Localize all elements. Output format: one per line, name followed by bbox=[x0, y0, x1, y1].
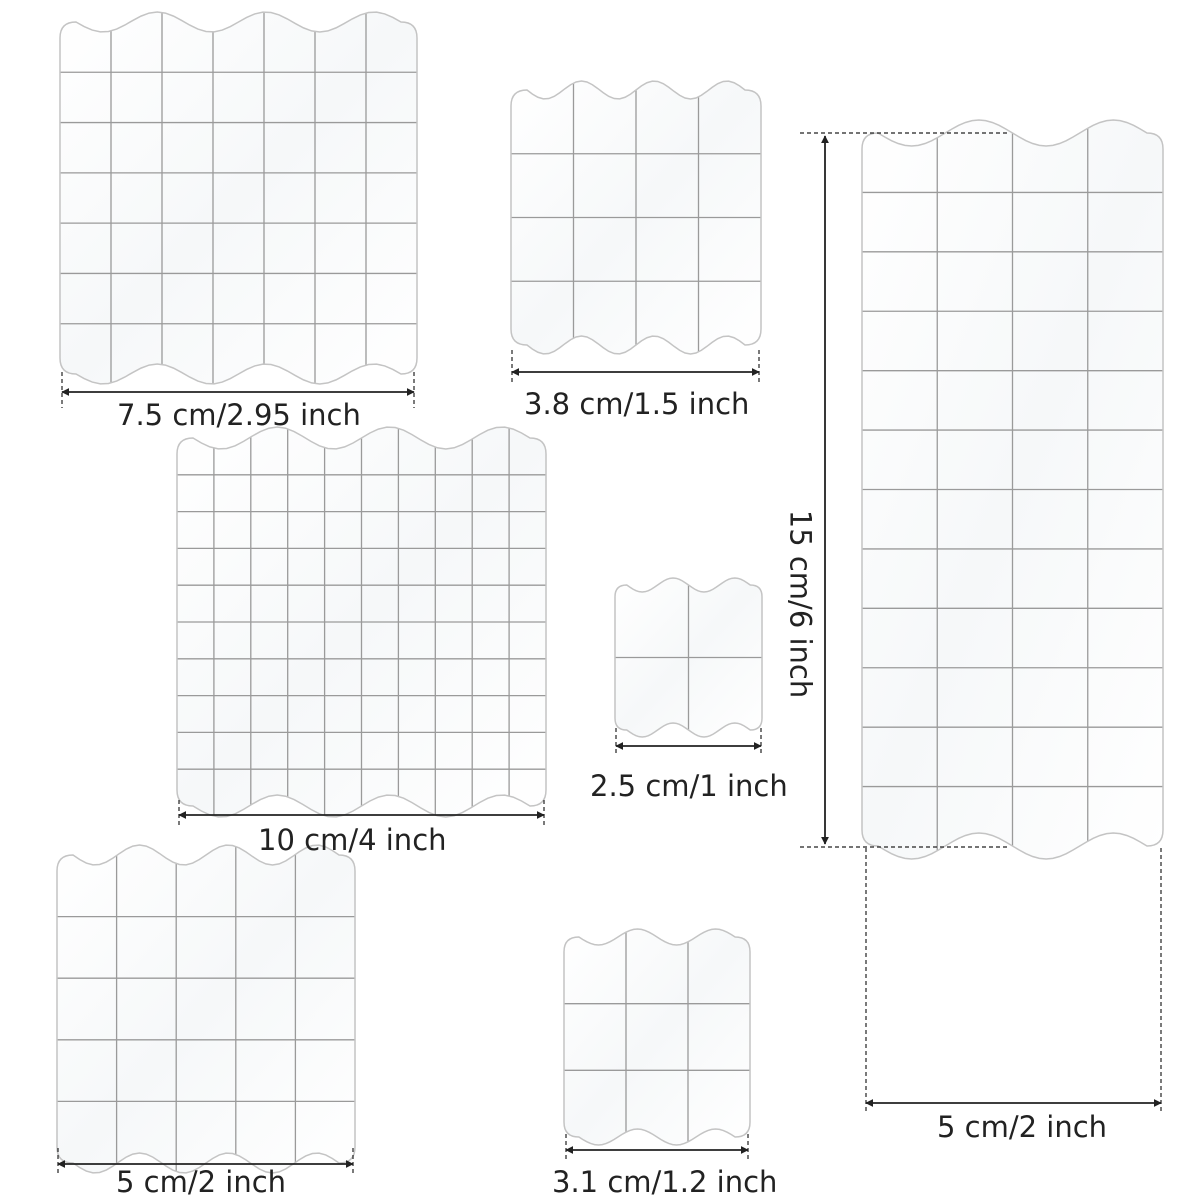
dimension-label-10cm: 10 cm/4 inch bbox=[258, 823, 447, 857]
dimension-label-5cm-square: 5 cm/2 inch bbox=[116, 1165, 287, 1199]
block-5cm-square bbox=[52, 835, 360, 1183]
block-7-5cm bbox=[55, 2, 422, 394]
block-2-5cm bbox=[610, 565, 767, 750]
block-10cm bbox=[172, 418, 551, 826]
dimension-label-3-8cm: 3.8 cm/1.5 inch bbox=[524, 387, 750, 421]
dimension-label-7-5cm: 7.5 cm/2.95 inch bbox=[117, 398, 361, 432]
dimension-label-15cm-height: 15 cm/6 inch bbox=[783, 509, 818, 699]
dimension-label-3-1cm: 3.1 cm/1.2 inch bbox=[552, 1165, 778, 1199]
dim-5cm-width bbox=[866, 848, 1161, 1112]
dim-3-8cm bbox=[512, 350, 759, 384]
block-15x5cm bbox=[857, 113, 1168, 866]
block-body bbox=[564, 929, 750, 1145]
block-body bbox=[60, 12, 417, 384]
dimension-label-2-5cm: 2.5 cm/1 inch bbox=[590, 769, 788, 803]
dimension-label-5cm-width: 5 cm/2 inch bbox=[937, 1110, 1108, 1144]
block-3-8cm bbox=[506, 70, 766, 365]
block-3-1cm bbox=[559, 917, 755, 1157]
block-body bbox=[57, 845, 355, 1173]
